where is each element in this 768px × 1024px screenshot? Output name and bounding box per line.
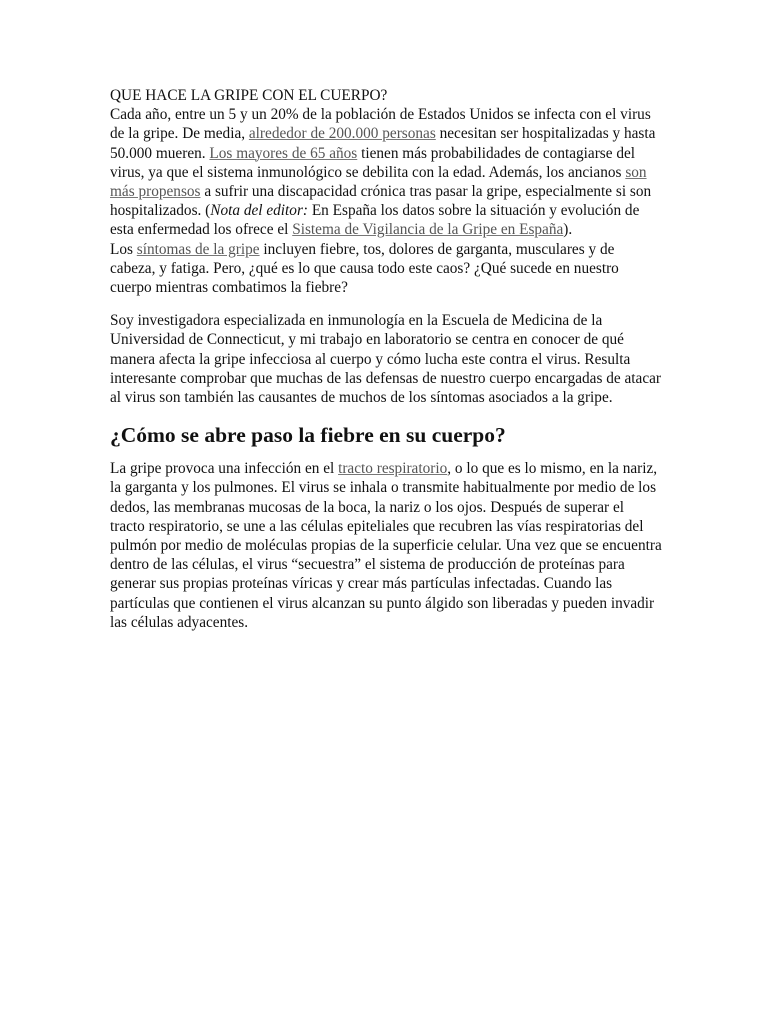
text-run: necesitan ser hospitalizadas y hasta 50.000 mueren. bbox=[110, 125, 656, 162]
text-run: ). bbox=[563, 221, 573, 239]
link-200000-personas[interactable]: alrededor de 200.000 personas bbox=[248, 125, 436, 143]
link-tracto-respiratorio[interactable]: tracto respiratorio bbox=[338, 460, 448, 478]
editor-note-label: Nota del editor: bbox=[210, 202, 308, 220]
text-run: Los bbox=[110, 240, 137, 258]
text-run: En España los datos sobre la situación y evolución de esta enfermedad los ofrece el bbox=[110, 202, 640, 239]
text-run: Cada año, entre un 5 y un 20% de la población de Estados Unidos se infecta con el virus de la gripe. De media, bbox=[110, 106, 651, 143]
text-run: incluyen fiebre, tos, dolores de garganta, musculares y de cabeza, y fatiga. Pero, ¿qué es lo que causa todo este caos? ¿Qué sucede en nuestro cuerpo mientras combatimos la fiebre? bbox=[110, 240, 619, 297]
paragraph-intro bbox=[110, 105, 662, 239]
document-title: QUE HACE LA GRIPE CON EL CUERPO? bbox=[110, 87, 388, 104]
link-mayores-65[interactable]: Los mayores de 65 años bbox=[209, 144, 358, 162]
link-sintomas-gripe[interactable]: síntomas de la gripe bbox=[136, 240, 260, 258]
document-page bbox=[110, 86, 662, 632]
paragraph-symptoms bbox=[110, 240, 662, 298]
text-run: , o lo que es lo mismo, en la nariz, la garganta y los pulmones. El virus se inhala o transmite habitualmente por medio de los dedos, las membranas mucosas de la boca, la nariz o los ojos. Después de superar el tracto respiratorio, se une a las células epiteliales que recubren las vías respiratorias del pulmón por medio de moléculas propias de la superficie celular. Una vez que se encuentra dentro de las células, el virus “secuestra” el sistema de producción de proteínas para generar sus propias proteínas víricas y crear más partículas infectadas. Cuando las partículas que contienen el virus alcanzan su punto álgido son liberadas y pueden invadir las células adyacentes. bbox=[110, 460, 662, 631]
text-run: a sufrir una discapacidad crónica tras pasar la gripe, especialmente si son hospitalizados. ( bbox=[110, 183, 652, 220]
paragraph-infection bbox=[110, 459, 662, 632]
text-run: La gripe provoca una infección en el bbox=[110, 460, 339, 478]
section-heading: ¿Cómo se abre paso la fiebre en su cuerpo? bbox=[110, 423, 506, 448]
paragraph-researcher: Soy investigadora especializada en inmunología en la Escuela de Medicina de la Universidad de Connecticut, y mi trabajo en laboratorio se centra en conocer de qué manera afecta la gripe infecciosa al cuerpo y cómo lucha este contra el virus. Resulta interesante comprobar que muchas de las defensas de nuestro cuerpo encargadas de atacar al virus son también las causantes de muchos de los síntomas asociados a la gripe. bbox=[110, 312, 662, 407]
text-run: tienen más probabilidades de contagiarse del virus, ya que el sistema inmunológico se debilita con la edad. Además, los ancianos bbox=[110, 144, 636, 181]
link-sistema-vigilancia[interactable]: Sistema de Vigilancia de la Gripe en España bbox=[292, 221, 564, 239]
link-mas-propensos[interactable]: son más propensos bbox=[110, 163, 647, 201]
